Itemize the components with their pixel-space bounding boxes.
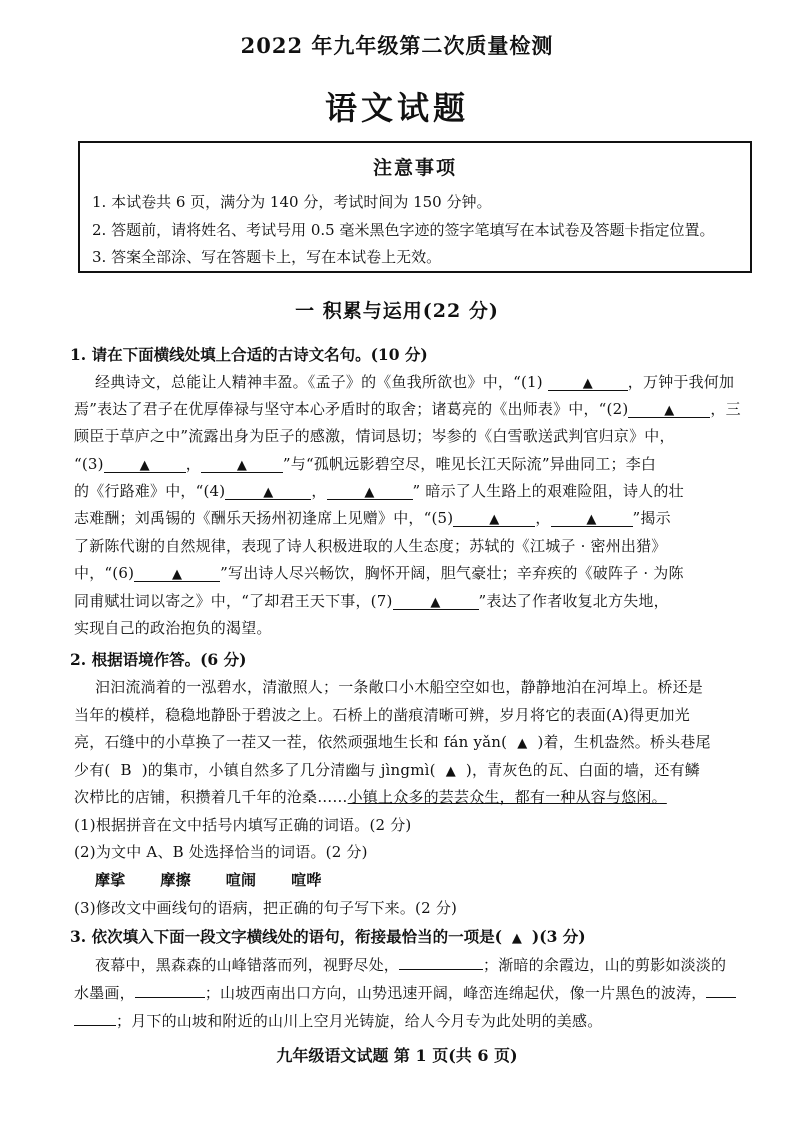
q2-line: 亮，石缝中的小草换了一茬又一茬，依然顽强地生长和 fán yǎn( ▲ )着，生机盎然。桥头巷尾 [74,733,711,751]
choice-word: 喧闹 [225,871,257,889]
notice-title: 注意事项 [372,157,457,179]
q2-line: 当年的模样，稳稳地静卧于碧波之上。石桥上的凿痕清晰可辨，岁月将它的表面(A)得更加光 [74,706,690,724]
q3-line: ；月下的山坡和附近的山川上空月光铸旋，给人今月专为此处明的美感。 [74,1009,602,1031]
q1-line: 了新陈代谢的自然规律，表现了诗人积极进取的人生态度；苏轼的《江城子 · 密州出猎》 [74,537,667,555]
section-title: 一 积累与运用(22 分) [295,300,499,322]
q1-line: 焉”表达了君子在优厚俸禄与坚守本心矛盾时的取舍；诸葛亮的《出师表》中，“(2) ▲ ，三 [74,400,741,418]
question-3-head: 3. 依次填入下面一段文字横线处的语句，衔接最恰当的一项是( ▲ )(3 分) [70,927,586,946]
q1-line: 志难酬；刘禹锡的《酬乐天扬州初逢席上见赠》中，“(5) ▲ ， ▲ ”揭示 [74,509,671,527]
q2-choices [95,869,352,890]
answer-blank: ▲ [551,510,633,527]
answer-blank: ▲ [104,456,186,473]
q2-sub-2: (2)为文中 A、B 处选择恰当的词语。(2 分) [74,843,368,861]
answer-mark: ▲ [517,736,528,751]
q2-sub-1: (1)根据拼音在文中括号内填写正确的词语。(2 分) [74,816,412,834]
subject-title: 语文试题 [324,89,469,127]
q2-sub-3: (3)修改文中画线句的语病，把正确的句子写下来。(2 分) [74,899,458,917]
notice-item: 2. 答题前，请将姓名、考试号用 0.5 毫米黑色字迹的签字笔填写在本试卷及答题卡指定位置。 [92,221,715,239]
page-footer: 九年级语文试题 第 1 页(共 6 页) [276,1046,518,1065]
choice-word: 摩挲 [95,871,126,889]
q2-line: 少有( B )的集市，小镇自然多了几分清幽与 jìngmì( ▲ )，青灰色的瓦、白面的墙，还有鳞 [74,761,700,779]
q1-line: 顾臣于草庐之中”流露出身为臣子的感激，情词恳切；岑参的《白雪歌送武判官归京》中， [74,427,675,445]
q2-line: 次栉比的店铺，积攒着几千年的沧桑……小镇上众多的芸芸众生，都有一种从容与悠闲。 [74,788,667,806]
q1-line: 中，“(6) ▲ ”写出诗人尽兴畅饮，胸怀开阔，胆气豪壮；辛弃疾的《破阵子 · 为陈 [74,564,684,582]
answer-blank: ▲ [548,374,628,391]
q1-line: 同甫赋壮词以寄之》中，“了却君王天下事，(7) ▲ ”表达了作者收复北方失地， [74,592,669,610]
answer-blank: ▲ [201,456,283,473]
answer-blank: ▲ [453,510,535,527]
q3-line: 水墨画， ；山坡西南出口方向，山势迅速开阔，峰峦连绵起伏，像一片黑色的波涛， [74,981,736,1003]
q1-line: 经典诗文，总能让人精神丰盈。《孟子》的《鱼我所欲也》中，“(1) ▲ ，万钟于我何加 [95,373,735,391]
notice-box [78,141,752,273]
q2-line: 汩汩流淌着的一泓碧水，清澈照人；一条敞口小木船空空如也，静静地泊在河埠上。桥还是 [95,678,704,696]
answer-mark: ▲ [445,764,456,779]
notice-item: 3. 答案全部涂、写在答题卡上，写在本试卷上无效。 [92,248,442,266]
answer-blank: ▲ [134,565,220,582]
question-1-head: 1. 请在下面横线处填上合适的古诗文名句。(10 分) [70,345,428,364]
answer-blank: ▲ [327,483,413,500]
q3-line: 夜幕中，黑森森的山峰错落而列，视野尽处， ；渐暗的余霞边，山的剪影如淡淡的 [95,953,726,975]
answer-blank [135,981,205,998]
q1-line: 的《行路难》中，“(4) ▲ ， ▲ ” 暗示了人生路上的艰难险阻，诗人的壮 [74,482,684,500]
answer-blank [706,981,736,998]
q1-line: “(3) ▲ ， ▲ ”与“孤帆远影碧空尽，唯见长江天际流”异曲同工；李白 [74,455,657,473]
answer-blank: ▲ [393,593,479,610]
answer-blank: ▲ [225,483,311,500]
notice-item: 1. 本试卷共 6 页，满分为 140 分，考试时间为 150 分钟。 [92,193,492,211]
choice-word: 摩擦 [160,871,191,889]
answer-blank: ▲ [628,401,710,418]
choice-word: 喧哗 [291,871,322,889]
underlined-sentence: 小镇上众多的芸芸众生，都有一种从容与悠闲。 [347,788,667,806]
answer-blank [74,1009,116,1026]
question-2-head: 2. 根据语境作答。(6 分) [70,650,247,669]
exam-title: 2022 年九年级第二次质量检测 [240,33,554,58]
answer-blank [399,953,483,970]
q1-line: 实现自己的政治抱负的渴望。 [74,619,272,637]
